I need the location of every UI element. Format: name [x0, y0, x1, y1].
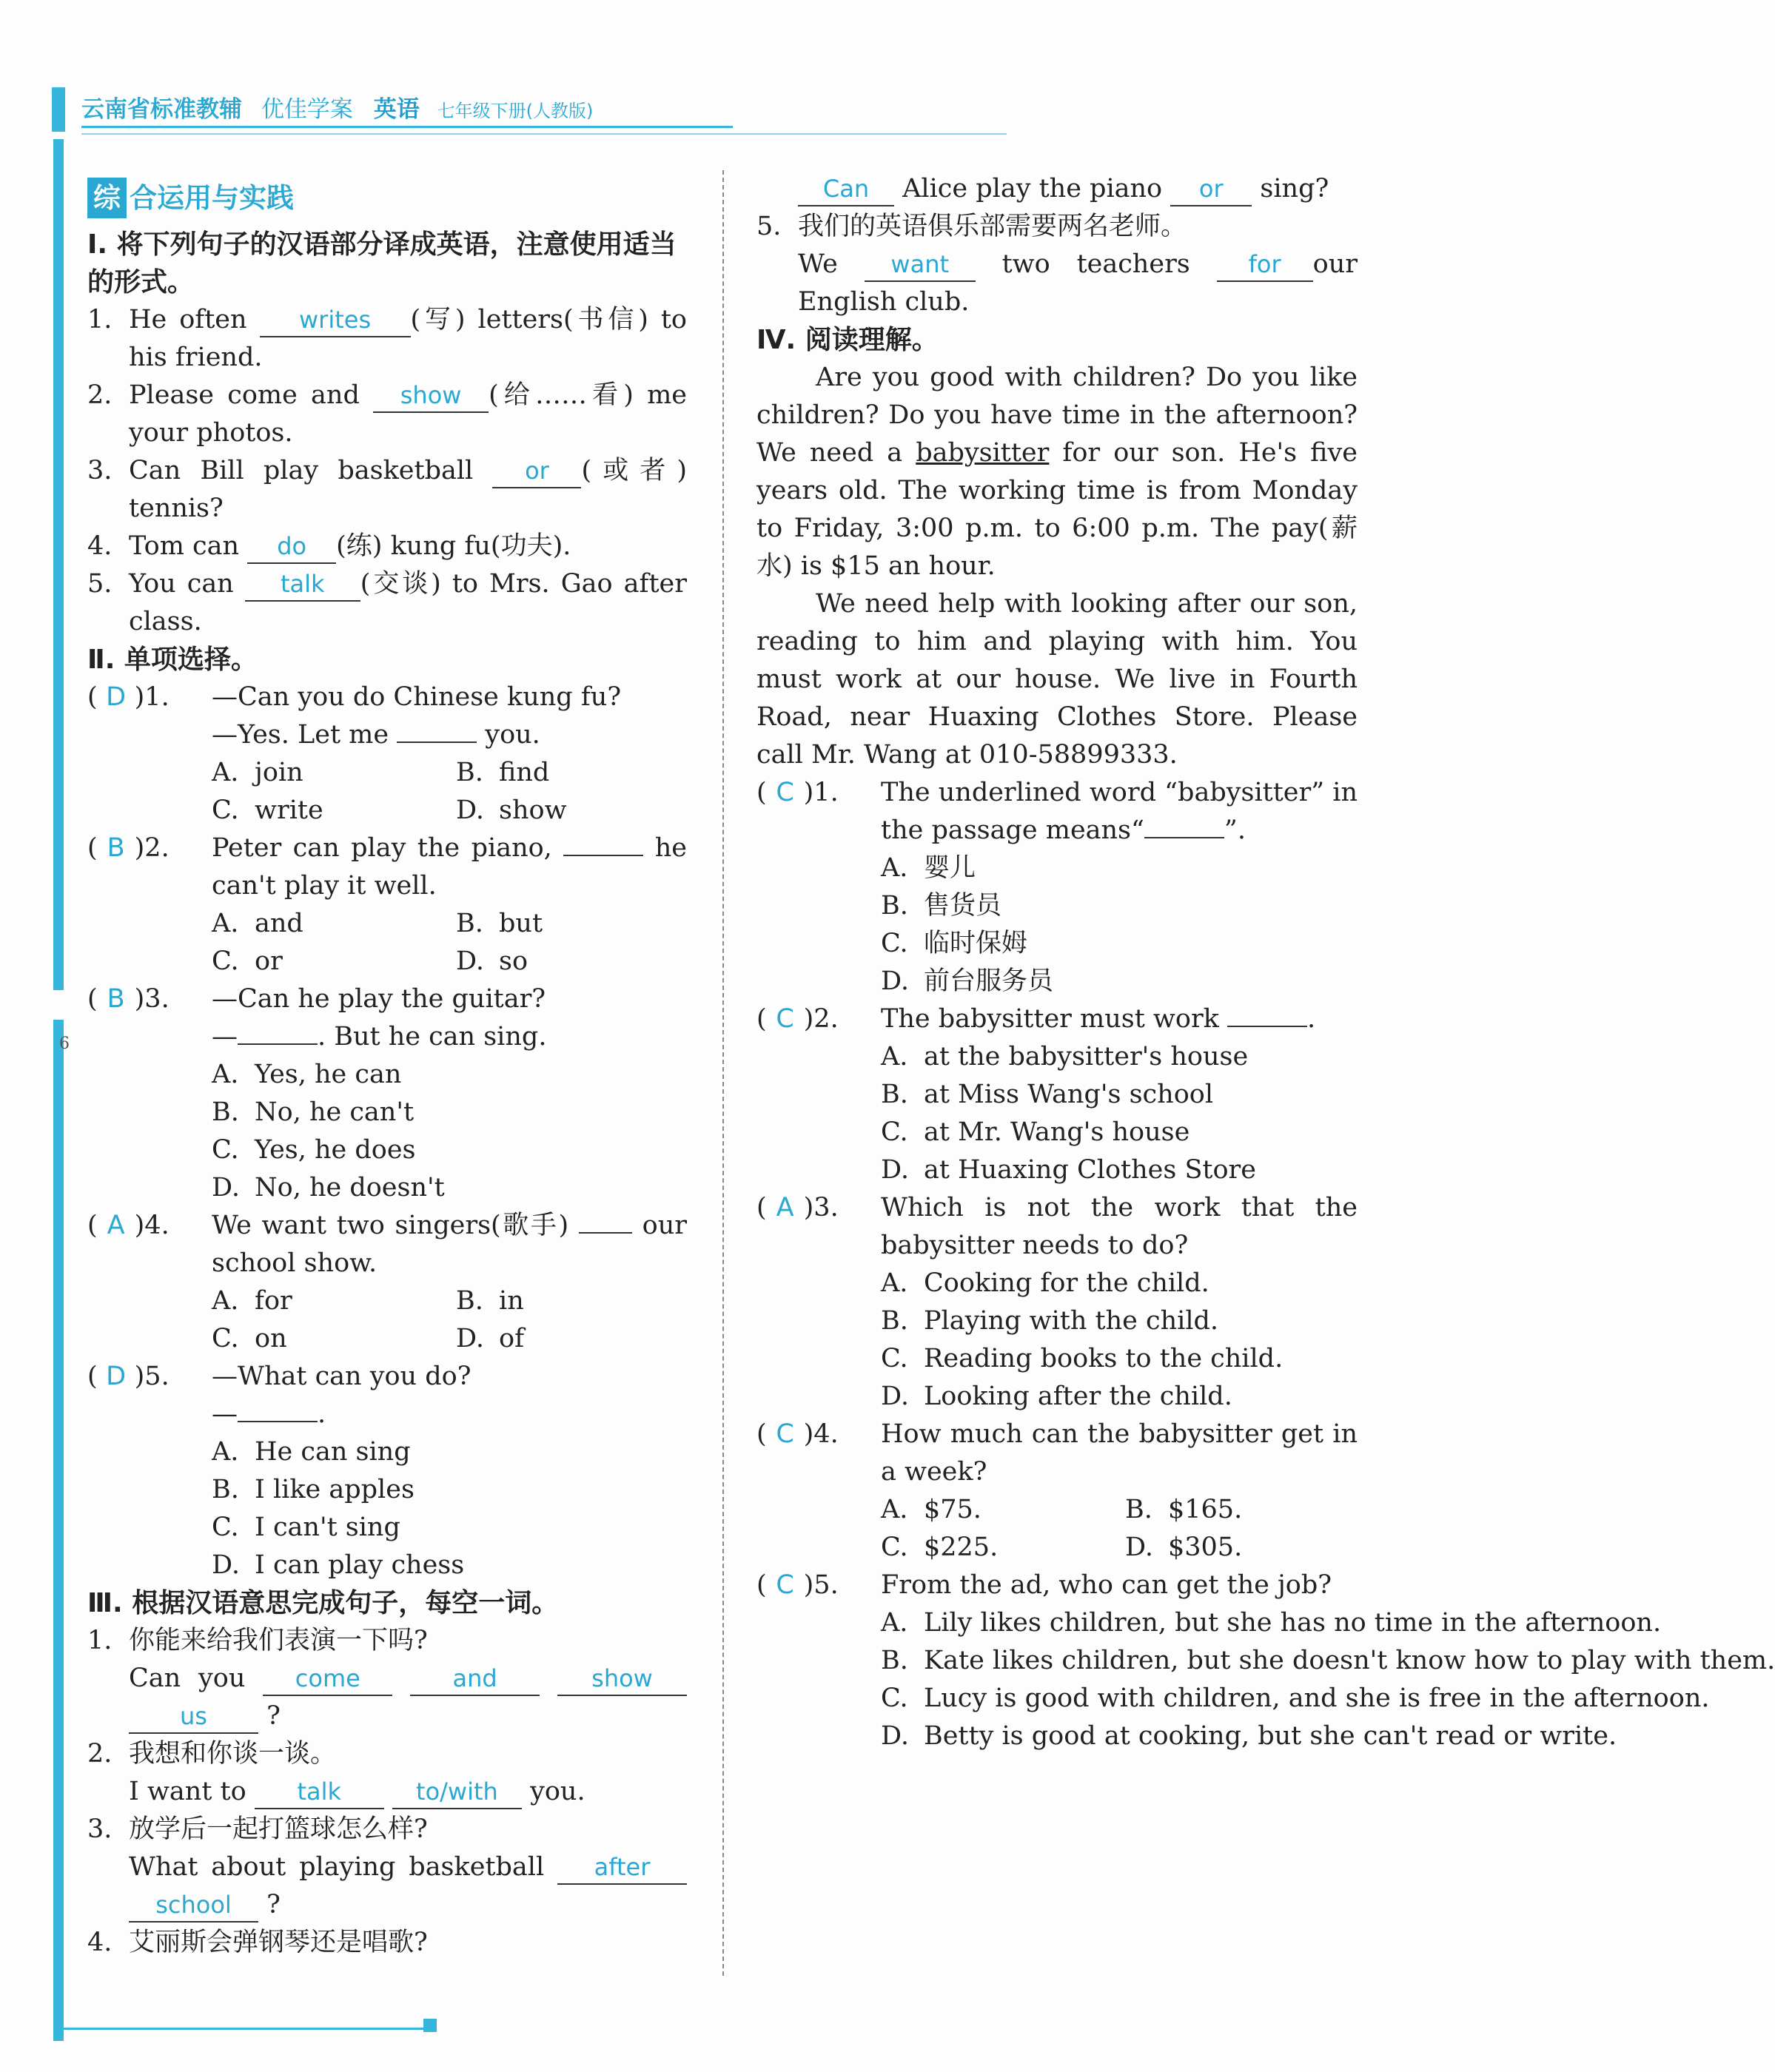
answer-paren: ( D )5. — [87, 1358, 170, 1396]
reading-question — [756, 774, 1358, 1000]
item-text: He often writes (写) letters(书信) to his friend. — [129, 305, 687, 372]
answer-blank: us — [129, 1700, 258, 1734]
question-blank — [238, 1421, 318, 1422]
option-letter: C. — [212, 946, 239, 976]
item-number: 3. — [87, 456, 113, 485]
option-letter: A. — [212, 1437, 239, 1467]
option: C. write — [212, 792, 456, 830]
option-letter: C. — [881, 1533, 908, 1562]
question-blank — [1144, 837, 1224, 838]
item-text: Please come and show (给……看) me your photos. — [129, 380, 688, 448]
option: C. at Mr. Wang's house — [881, 1114, 1358, 1151]
option-letter: D. — [1125, 1533, 1153, 1562]
option-letter: B. — [456, 909, 483, 938]
option: B. I like apples — [212, 1471, 687, 1509]
option: A. for — [212, 1282, 456, 1320]
choice-item — [87, 830, 687, 980]
option: D. No, he doesn't — [212, 1169, 687, 1207]
item-number: 1. — [87, 305, 113, 334]
option: D. $305. — [1125, 1529, 1347, 1567]
left-column — [87, 170, 687, 1962]
option-letter: D. — [881, 966, 909, 996]
item-text: Can Bill play basketball or (或者) tennis? — [129, 456, 688, 523]
question-blank — [579, 1232, 632, 1234]
question-blank — [563, 855, 643, 856]
completion-item — [87, 1622, 687, 1735]
option-letter: C. — [212, 1324, 239, 1353]
option-letter: C. — [212, 1135, 239, 1165]
option: A. at the babysitter's house — [881, 1038, 1358, 1076]
option-letter: C. — [881, 929, 908, 958]
option: C. $225. — [881, 1529, 1125, 1567]
option-letter: A. — [212, 1286, 239, 1316]
translation-item — [87, 452, 687, 528]
option-letter: A. — [881, 1042, 908, 1072]
option: A. join — [212, 754, 456, 792]
option: B. No, he can't — [212, 1094, 687, 1131]
answer-blank: writes — [260, 303, 411, 337]
part1-title: Ⅰ. 将下列句子的汉语部分译成英语，注意使用适当的形式。 — [87, 229, 677, 297]
item-text: Tom can do (练) kung fu(功夫). — [129, 528, 687, 565]
question-text: —What can you do? — [212, 1362, 472, 1391]
grade: 七年级下册(人教版) — [437, 101, 594, 121]
page-header — [52, 87, 955, 139]
series-title: 优佳学案 — [261, 96, 353, 123]
option-letter: C. — [212, 796, 239, 825]
reading-paragraph: We need help with looking after our son, reading to him and playing with him. You must work at our house. We live in Fourth Road, near Huaxing Clothes Store. Please call Mr. Wang at 010-58899333. — [756, 589, 1358, 770]
question-text: The underlined word “babysitter” in the passage means“ ”. — [881, 778, 1358, 845]
answer-blank: talk — [245, 568, 360, 602]
completion-zh: 你能来给我们表演一下吗? — [129, 1626, 428, 1655]
option-letter: B. — [456, 758, 483, 787]
completion-item-continued — [756, 170, 1358, 208]
item-number: 4. — [87, 1928, 113, 1957]
answer-letter: C — [776, 1419, 794, 1449]
option: D. Looking after the child. — [881, 1378, 1358, 1416]
options — [212, 905, 687, 980]
option: C. or — [212, 943, 456, 980]
answer-paren: ( D )1. — [87, 679, 170, 716]
options — [881, 1604, 1775, 1755]
answer-paren: ( C )4. — [756, 1416, 839, 1453]
translation-item — [87, 301, 687, 377]
option: C. 临时保姆 — [881, 925, 1358, 963]
choice-item — [87, 1358, 687, 1584]
option-letter: C. — [881, 1117, 908, 1147]
option-letter: B. — [881, 891, 908, 921]
reading-question — [756, 1567, 1775, 1755]
options — [881, 1265, 1358, 1416]
reading-question — [756, 1189, 1358, 1416]
option: B. in — [456, 1282, 678, 1320]
option: A. Cooking for the child. — [881, 1265, 1358, 1302]
option-letter: C. — [212, 1513, 239, 1542]
completion-item — [87, 1924, 687, 1962]
answer-blank: after — [557, 1851, 687, 1885]
option-letter: D. — [881, 1382, 909, 1411]
option-letter: B. — [881, 1306, 908, 1336]
answer-blank: or — [1170, 172, 1252, 206]
option: C. Reading books to the child. — [881, 1340, 1358, 1378]
answer-paren: ( B )3. — [87, 980, 170, 1018]
completion-en: What about playing basketball after school ? — [129, 1849, 687, 1924]
option: A. Yes, he can — [212, 1056, 687, 1094]
option: C. I can't sing — [212, 1509, 687, 1547]
answer-letter: C — [776, 778, 794, 807]
option-letter: B. — [881, 1080, 908, 1109]
question-text: — . But he can sing. — [212, 1022, 547, 1052]
translation-item — [87, 528, 687, 565]
option: B. but — [456, 905, 678, 943]
answer-blank: do — [247, 530, 336, 564]
answer-blank: show — [557, 1662, 687, 1696]
page-number: 6 — [59, 1035, 70, 1053]
option-letter: A. — [881, 853, 908, 883]
answer-blank: or — [492, 454, 581, 488]
item-number: 5. — [756, 212, 782, 241]
options — [212, 754, 687, 830]
answer-letter: A — [107, 1211, 125, 1240]
options — [212, 1056, 687, 1207]
answer-letter: D — [106, 682, 127, 712]
completion-en: Can you come and show us ? — [129, 1660, 687, 1735]
option: A. Lily likes children, but she has no time in the afternoon. — [881, 1604, 1358, 1642]
option-letter: D. — [212, 1173, 240, 1202]
option: B. 售货员 — [881, 887, 1358, 925]
part3-title: Ⅲ. 根据汉语意思完成句子，每空一词。 — [87, 1588, 559, 1618]
completion-item — [756, 208, 1358, 321]
question-blank — [238, 1043, 318, 1045]
answer-blank: to/with — [392, 1775, 522, 1809]
question-blank — [1227, 1026, 1307, 1027]
header-text — [81, 90, 593, 124]
option: B. $165. — [1125, 1491, 1347, 1529]
option-letter: D. — [456, 796, 484, 825]
options — [212, 1282, 687, 1358]
completion-item — [87, 1811, 687, 1924]
question-text: How much can the babysitter get in a week? — [881, 1419, 1358, 1487]
question-text: — . — [212, 1399, 326, 1429]
option-letter: A. — [212, 1060, 239, 1089]
reading-question — [756, 1416, 1358, 1567]
answer-paren: ( B )2. — [87, 830, 170, 867]
question-text: From the ad, who can get the job? — [881, 1570, 1332, 1600]
option: B. Playing with the child. — [881, 1302, 1358, 1340]
choice-item — [87, 980, 687, 1207]
question-text: —Yes. Let me you. — [212, 720, 540, 750]
options — [212, 1433, 687, 1584]
option-letter: D. — [881, 1721, 909, 1751]
part4-title: Ⅳ. 阅读理解。 — [756, 325, 939, 355]
item-number: 2. — [87, 380, 113, 410]
option-letter: A. — [881, 1608, 908, 1638]
footer-square — [423, 2019, 437, 2032]
column-divider — [722, 170, 724, 1976]
book-title: 云南省标准教辅 — [81, 96, 242, 123]
question-text: —Can he play the guitar? — [212, 984, 546, 1014]
footer-rule — [53, 2028, 427, 2030]
option: C. on — [212, 1320, 456, 1358]
option-letter: D. — [456, 946, 484, 976]
choice-item — [87, 1207, 687, 1358]
option: D. at Huaxing Clothes Store — [881, 1151, 1358, 1189]
option: D. of — [456, 1320, 678, 1358]
option: D. Betty is good at cooking, but she can't read or write. — [881, 1718, 1358, 1755]
option: A. He can sing — [212, 1433, 687, 1471]
option: D. so — [456, 943, 678, 980]
margin-notch — [53, 990, 64, 1020]
option: A. $75. — [881, 1491, 1125, 1529]
option: C. Lucy is good with children, and she is free in the afternoon. — [881, 1680, 1358, 1718]
subject: 英语 — [373, 96, 420, 123]
option-letter: B. — [881, 1646, 908, 1675]
answer-letter: B — [107, 833, 125, 863]
option: D. 前台服务员 — [881, 963, 1358, 1000]
item-number: 3. — [87, 1814, 113, 1844]
answer-letter: D — [106, 1362, 127, 1391]
option-letter: A. — [881, 1495, 908, 1524]
option: B. at Miss Wang's school — [881, 1076, 1358, 1114]
answer-letter: B — [107, 984, 125, 1014]
options — [881, 1038, 1358, 1189]
item-number: 5. — [87, 569, 113, 599]
options — [881, 850, 1358, 1000]
question-text: Which is not the work that the babysitter needs to do? — [881, 1193, 1358, 1260]
translation-item — [87, 565, 687, 641]
header-rule — [81, 126, 733, 128]
option: D. I can play chess — [212, 1547, 687, 1584]
answer-letter: C — [776, 1570, 794, 1600]
completion-en: We want two teachers for our English club. — [798, 249, 1358, 317]
question-text: Peter can play the piano, he can't play it well. — [212, 833, 687, 901]
completion-en: Can Alice play the piano or sing? — [798, 170, 1358, 208]
header-rule-thin — [81, 133, 1007, 135]
answer-blank: show — [373, 379, 489, 413]
answer-blank: want — [865, 248, 976, 282]
completion-zh: 我想和你谈一谈。 — [129, 1739, 337, 1769]
header-stripe — [52, 87, 65, 132]
section-title — [87, 178, 687, 218]
question-blank — [397, 741, 477, 743]
section-title-box: 综 — [87, 178, 127, 218]
completion-zh: 我们的英语俱乐部需要两名老师。 — [798, 212, 1187, 241]
item-text: You can talk (交谈) to Mrs. Gao after class. — [129, 569, 687, 636]
choice-item — [87, 679, 687, 830]
option-letter: B. — [456, 1286, 483, 1316]
completion-zh: 放学后一起打篮球怎么样? — [129, 1814, 428, 1844]
completion-item — [87, 1735, 687, 1811]
answer-blank: talk — [255, 1775, 384, 1809]
option-letter: C. — [881, 1344, 908, 1373]
answer-blank: school — [129, 1888, 258, 1923]
question-text: —Can you do Chinese kung fu? — [212, 682, 622, 712]
answer-paren: ( C )2. — [756, 1000, 839, 1038]
answer-letter: C — [776, 1004, 794, 1034]
answer-blank: Can — [798, 172, 894, 206]
item-number: 4. — [87, 531, 113, 561]
answer-letter: A — [776, 1193, 794, 1222]
reading-question — [756, 1000, 1358, 1189]
left-margin-bar — [53, 139, 64, 2041]
option-letter: B. — [212, 1475, 239, 1504]
option: B. find — [456, 754, 678, 792]
option-letter: B. — [212, 1097, 239, 1127]
option-letter: D. — [212, 1550, 240, 1580]
reading-paragraph: Are you good with children? Do you like children? Do you have time in the afternoon? We need a babysitter for our son. He's five years old. The working time is from Monday to Friday, 3:00 p.m. to 6:00 p.m. The pay(薪水) is $15 an hour. — [756, 363, 1358, 581]
question-text: We want two singers(歌手) our school show. — [212, 1211, 687, 1278]
question-text: The babysitter must work . — [881, 1004, 1316, 1034]
option-letter: D. — [456, 1324, 484, 1353]
option: B. Kate likes children, but she doesn't know how to play with them. — [881, 1642, 1358, 1680]
translation-item — [87, 377, 687, 452]
answer-paren: ( C )5. — [756, 1567, 839, 1604]
answer-blank: for — [1217, 248, 1313, 282]
answer-blank: come — [263, 1662, 392, 1696]
option: D. show — [456, 792, 678, 830]
right-column — [756, 170, 1775, 1755]
item-number: 2. — [87, 1739, 113, 1769]
answer-paren: ( A )4. — [87, 1207, 170, 1245]
options — [881, 1491, 1358, 1567]
item-number: 1. — [87, 1626, 113, 1655]
completion-zh: 艾丽斯会弹钢琴还是唱歌? — [129, 1928, 428, 1957]
part2-title: Ⅱ. 单项选择。 — [87, 645, 258, 675]
underlined-word: babysitter — [916, 438, 1050, 468]
option-letter: D. — [881, 1155, 909, 1185]
option: A. and — [212, 905, 456, 943]
section-title-text: 合运用与实践 — [130, 182, 294, 214]
option-letter: B. — [1125, 1495, 1152, 1524]
option-letter: A. — [212, 758, 239, 787]
option: C. Yes, he does — [212, 1131, 687, 1169]
option-letter: A. — [212, 909, 239, 938]
answer-paren: ( C )1. — [756, 774, 839, 812]
option-letter: A. — [881, 1268, 908, 1298]
answer-blank: and — [410, 1662, 540, 1696]
completion-en: I want to talk to/with you. — [129, 1773, 687, 1811]
answer-paren: ( A )3. — [756, 1189, 839, 1227]
option: A. 婴儿 — [881, 850, 1358, 887]
option-letter: C. — [881, 1684, 908, 1713]
